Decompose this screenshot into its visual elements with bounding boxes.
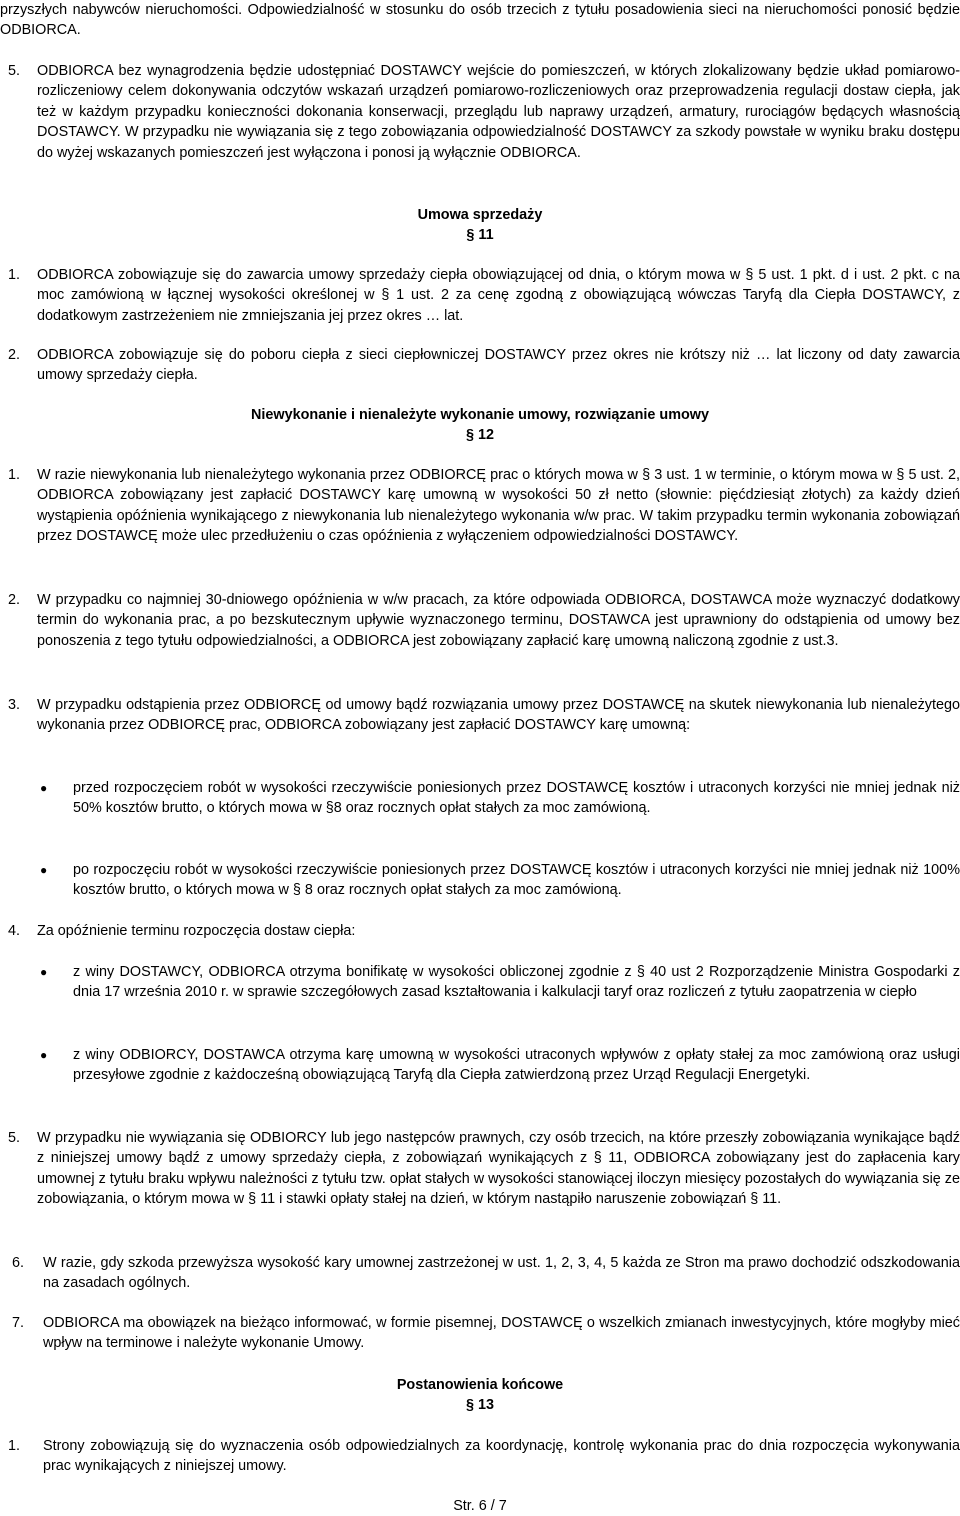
bullet-icon: ● [40,965,48,979]
item-number: 2. [8,347,21,363]
bullet-text: po rozpoczęciu robót w wysokości rzeczywiście poniesionych przez DOSTAWCĘ kosztów i utraconych korzyści nie mniej jednak niż 100% kosztów brutto, o których mowa w § 8 oraz rocznych opłat stałych za moc zamówioną. [73,862,960,899]
section-mark: § 11 [466,227,494,243]
item-text: ODBIORCA bez wynagrodzenia będzie udostępniać DOSTAWCY wejście do pomieszczeń, w których zlokalizowany będzie układ pomiarowo-rozliczeniowy celem dokonywania odczytów wskazań urządzeń pomiarowo-rozliczeniowych oraz przeprowadzenia regulacji dostaw ciepła, jak też w każdym przypadku konieczności dokonania konserwacji, przeglądu lub naprawy urządzeń, armatury, rurociągów będących własnością DOSTAWCY. W przypadku nie wywiązania się z tego zobowiązania odpowiedzialność DOSTAWCY za szkody powstałe w wyniku braku dostępu do wyżej wskazanych pomieszczeń jest wyłączona i ponosi ją wyłącznie ODBIORCA. [37,63,960,161]
section-title: Umowa sprzedaży [417,207,543,223]
section-title: Postanowienia końcowe [396,1377,564,1393]
bullet-text: z winy ODBIORCY, DOSTAWCA otrzyma karę umowną w wysokości utraconych wpływów z opłaty stałej za moc zamówioną oraz usługi przesyłowe zgodnie z każdocześną obowiązującą Taryfą dla Ciepła zatwierdzoną przez Urząd Regulacji Energetyki. [73,1047,960,1084]
section-mark: § 13 [465,1397,494,1413]
s12-item-1 [0,465,960,547]
page-number: Str. 6 / 7 [453,1498,507,1514]
continuation-paragraph [0,0,960,41]
item-text: ODBIORCA ma obowiązek na bieżąco informować, w formie pisemnej, DOSTAWCĘ o wszelkich zmianach inwestycyjnych, które mogłyby mieć wpływ na terminowe i należyte wykonanie Umowy. [43,1315,960,1352]
item-number: 7. [12,1315,25,1331]
s12-item-6 [0,1253,960,1294]
item-text: Strony zobowiązują się do wyznaczenia osób odpowiedzialnych za koordynację, kontrolę wykonania prac do dnia rozpoczęcia wykonywania prac wynikających z niniejszej umowy. [43,1438,960,1475]
item-text: ODBIORCA zobowiązuje się do poboru ciepła z sieci ciepłowniczej DOSTAWCY przez okres nie krótszy niż … lat liczony od daty zawarcia umowy sprzedaży ciepła. [37,347,960,384]
item-text: W razie niewykonania lub nienależytego wykonania przez ODBIORCĘ prac o których mowa w § 3 ust. 1 w terminie, o którym mowa w § 5 ust. 2, ODBIORCA zobowiązany jest zapłacić DOSTAWCY karę umowną w wysokości 50 zł netto (słownie: pięćdziesiąt złotych) za każdy dzień wystąpienia opóźnienia wynikającego z niewykonania lub nienależytego wykonania w/w prac. W takim przypadku termin wykonania zobowiązań przez DOSTAWCĘ może ulec przedłużeniu o czas opóźnienia z wyłączeniem odpowiedzialności DOSTAWCY. [37,467,960,545]
paragraph-text: przyszłych nabywców nieruchomości. Odpowiedzialność w stosunku do osób trzecich z tytułu posadowienia sieci na nieruchomości ponosić będzie ODBIORCA. [0,2,960,39]
item-text: W przypadku co najmniej 30-dniowego opóźnienia w w/w pracach, za które odpowiada ODBIORCA, DOSTAWCA może wyznaczyć dodatkowy termin do wykonania prac, a po bezskutecznym upływie wyznaczonego terminu, DOSTAWCA jest uprawniony do odstąpienia od umowy bez ponoszenia z tego tytułu odpowiedzialności, a ODBIORCA jest zobowiązany zapłacić karę umowną naliczoną zgodnie z ust.3. [37,592,960,649]
item-number: 5. [8,1130,21,1146]
s11-item-1 [0,265,960,326]
s12-item-4 [0,921,960,941]
item-number: 3. [8,697,21,713]
s12-item-7 [0,1313,960,1354]
item-number: 1. [8,267,21,283]
section-mark: § 12 [465,427,494,443]
item-text: Za opóźnienie terminu rozpoczęcia dostaw ciepła: [37,923,356,939]
s12-item-4-bullet-2 [0,1045,960,1086]
s12-item-5 [0,1128,960,1210]
item-text: W razie, gdy szkoda przewyższa wysokość kary umownej zastrzeżonej w ust. 1, 2, 3, 4, 5 każda ze Stron ma prawo dochodzić odszkodowania na zasadach ogólnych. [43,1255,960,1292]
bullet-text: przed rozpoczęciem robót w wysokości rzeczywiście poniesionych przez DOSTAWCĘ kosztów i utraconych korzyści nie mniej jednak niż 50% kosztów brutto, o których mowa w §8 oraz rocznych opłat stałych za moc zamówioną. [73,780,960,817]
s12-item-2 [0,590,960,651]
item-number: 1. [8,1438,21,1454]
bullet-icon: ● [40,1048,48,1062]
bullet-icon: ● [40,863,48,877]
s12-item-3-bullet-2 [0,860,960,901]
s12-item-4-bullet-1 [0,962,960,1003]
item-number: 6. [12,1255,25,1271]
s11-item-2 [0,345,960,386]
s13-item-1 [0,1436,960,1477]
section-title: Niewykonanie i nienależyte wykonanie umowy, rozwiązanie umowy [251,407,709,423]
item-text: ODBIORCA zobowiązuje się do zawarcia umowy sprzedaży ciepła obowiązującej od dnia, o którym mowa w § 5 ust. 1 pkt. d i ust. 2 pkt. c na moc zamówioną w łącznej wysokości określonej w § 1 ust. 2 za cenę zgodną z obowiązującą wówczas Taryfą dla Ciepła DOSTAWCY, z dodatkowym zastrzeżeniem nie zmniejszania jej przez okres … lat. [37,267,960,324]
item-number: 5. [8,63,21,79]
item-number: 4. [8,923,21,939]
s12-item-3-bullet-1 [0,778,960,819]
item-number: 2. [8,592,21,608]
item-number: 1. [8,467,21,483]
s12-item-3 [0,695,960,736]
item-5 [0,61,960,163]
bullet-icon: ● [40,781,48,795]
item-text: W przypadku odstąpienia przez ODBIORCĘ od umowy bądź rozwiązania umowy przez DOSTAWCĘ na skutek niewykonania lub nienależytego wykonania przez ODBIORCĘ prac, ODBIORCA zobowiązany jest zapłacić DOSTAWCY karę umowną: [37,697,960,734]
item-text: W przypadku nie wywiązania się ODBIORCY lub jego następców prawnych, czy osób trzecich, na które przeszły zobowiązania wynikające bądź z niniejszej umowy bądź z umowy sprzedaży ciepła, z zobowiązań wynikających z § 11, ODBIORCA zobowiązany jest do zapłacenia kary umownej z tytułu braku wpływu należności z tytułu tzw. opłat stałych w wysokości stanowiącej iloczyn miesięcy pozostałych do wywiązania się ze zobowiązania, o którym mowa w § 11 i stawki opłaty stałej na dzień, w którym nastąpiło naruszenie zobowiązań § 11. [37,1130,960,1208]
bullet-text: z winy DOSTAWCY, ODBIORCA otrzyma bonifikatę w wysokości obliczonej zgodnie z § 40 ust 2 Rozporządzenie Ministra Gospodarki z dnia 17 września 2010 r. w sprawie szczegółowych zasad kształtowania i kalkulacji taryf oraz rozliczeń z tytułu zaopatrzenia w ciepło [73,964,960,1001]
